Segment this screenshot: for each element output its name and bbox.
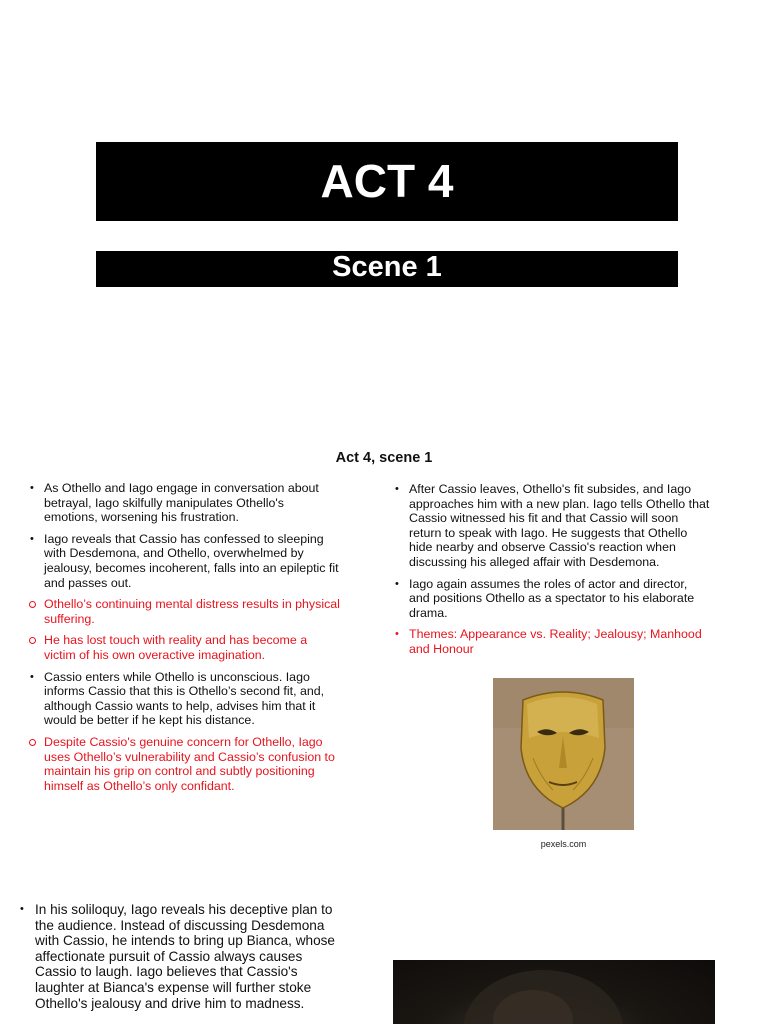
list-item: • In his soliloquy, Iago reveals his deceptive plan to the audience. Instead of discussing Desdemona with Cassio, he intends to bring up Bianca, whose affectionate pursuit of Cassio always causes Cassio to laugh. Iago believes that Cassio's laughter at Bianca's expense will further stoke Othello's jealousy and drive him to madness.	[18, 902, 340, 1011]
right-bullet-list	[393, 482, 711, 664]
sub-list-item: Despite Cassio's genuine concern for Othello, Iago uses Othello’s vulnerability and Cassio’s confusion to maintain his grip on control and subtly positioning himself as Othello’s only confidant.	[28, 735, 340, 793]
sub-list-item: He has lost touch with reality and has become a victim of his own overactive imagination.	[28, 633, 340, 662]
slide-title: Act 4, scene 1	[335, 450, 433, 466]
list-item: • Cassio enters while Othello is unconscious. Iago informs Cassio that this is Othello’s second fit, and, although Cassio wants to help, advises him that it would be better if he kept his distance.	[28, 670, 340, 728]
list-item: • Iago again assumes the roles of actor and director, and positions Othello as a spectator to his elaborate drama.	[393, 577, 711, 621]
image-credit: pexels.com	[540, 839, 587, 849]
list-item: • As Othello and Iago engage in conversation about betrayal, Iago skilfully manipulates Othello's emotions, worsening his frustration.	[28, 481, 340, 525]
scene-title: Scene 1	[332, 251, 442, 283]
list-item: • Iago reveals that Cassio has confessed to sleeping with Desdemona, and Othello, overwhelmed by jealousy, becomes incoherent, falls into an epileptic fit and passes out.	[28, 532, 340, 590]
dark-portrait-illustration	[393, 960, 715, 1024]
list-item: • After Cassio leaves, Othello's fit subsides, and Iago approaches him with a new plan. Iago tells Othello that Cassio witnessed his fit and that Cassio will soon return to speak with Iago. He suggests that Othello hide nearby and observe Cassio's reaction when discussing his alleged affair with Desdemona.	[393, 482, 711, 570]
sub-list-item: Othello’s continuing mental distress results in physical suffering.	[28, 597, 340, 626]
scene-title-bar	[96, 251, 678, 287]
act-title-bar	[96, 142, 678, 221]
dark-portrait-photo	[393, 960, 715, 1024]
left-bullet-list	[28, 481, 340, 800]
gold-mask-illustration	[493, 678, 634, 830]
act-title: ACT 4	[320, 155, 454, 207]
gold-mask-photo	[493, 678, 634, 830]
themes-item: • Themes: Appearance vs. Reality; Jealousy; Manhood and Honour	[393, 627, 711, 656]
next-slide-bullet-list	[18, 902, 340, 1011]
